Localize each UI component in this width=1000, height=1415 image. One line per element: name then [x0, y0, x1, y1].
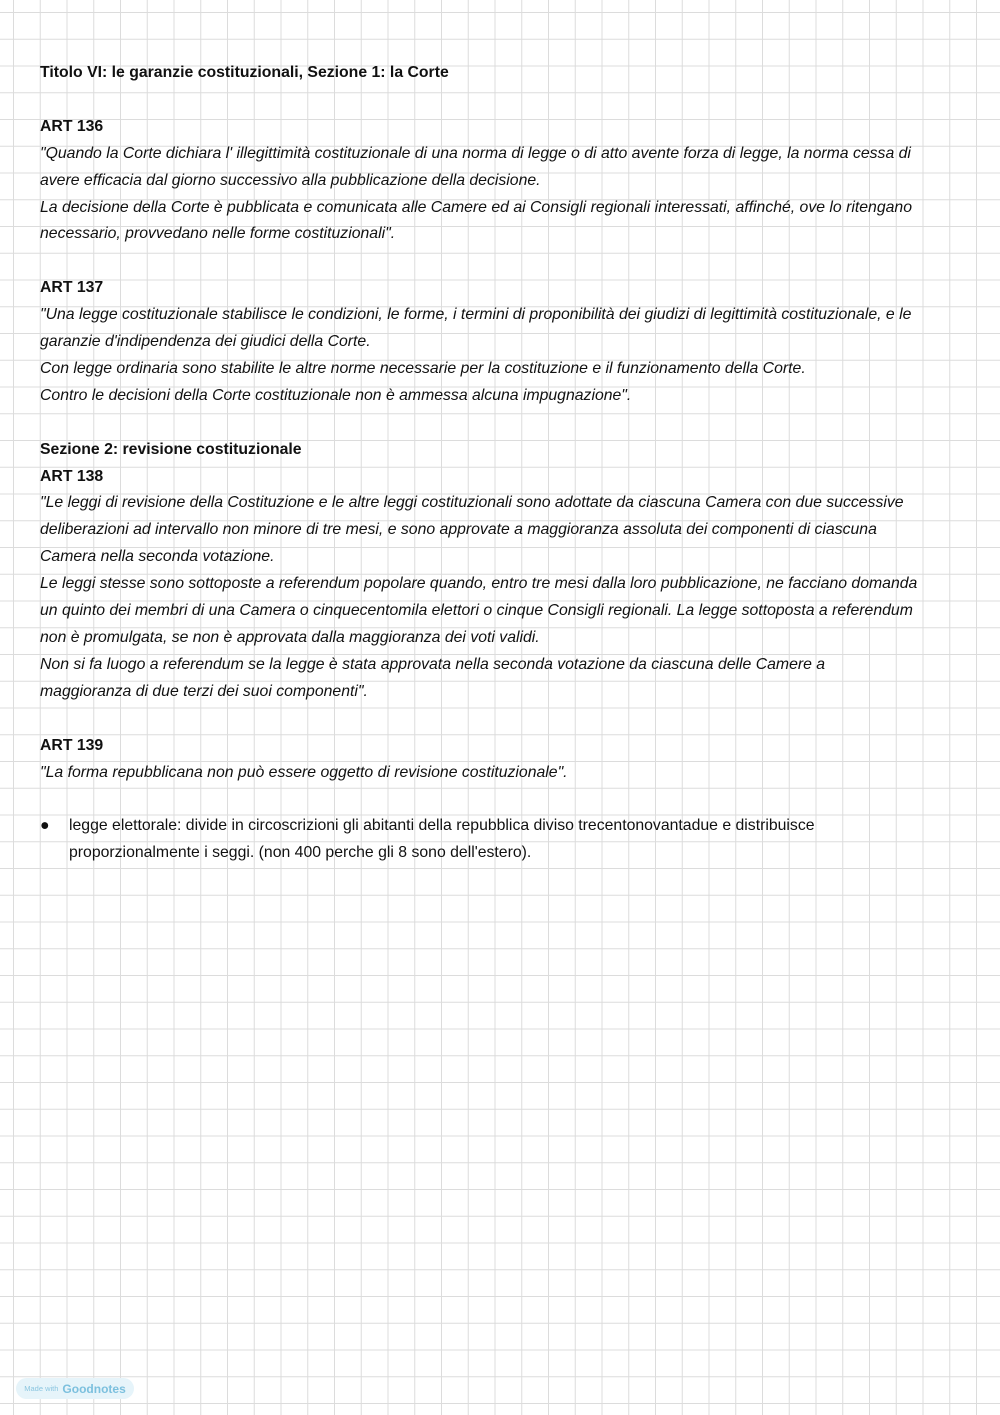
bullet-icon: ● [40, 817, 50, 835]
art-136-line: necessario, provvedano nelle forme costituzionali". [40, 225, 396, 243]
document-title: Titolo VI: le garanzie costituzionali, Sezione 1: la Corte [40, 64, 449, 81]
watermark-brand: Goodnotes [62, 1381, 126, 1396]
art-138-line: Le leggi stesse sono sottoposte a referendum popolare quando, entro tre mesi dalla loro pubblicazione, ne facciano domanda [40, 575, 918, 593]
bullet-line: proporzionalmente i seggi. (non 400 perche gli 8 sono dell'estero). [69, 844, 532, 862]
art-138-line: maggioranza di due terzi dei suoi componenti". [40, 682, 368, 700]
art-137-line: Contro le decisioni della Corte costituzionale non è ammessa alcuna impugnazione". [40, 386, 632, 404]
art-137-heading: ART 137 [40, 279, 104, 297]
section-2-heading: Sezione 2: revisione costituzionale [40, 440, 302, 458]
spacer [40, 706, 965, 733]
art-138-line: non è promulgata, se non è approvata dalla maggioranza dei voti validi. [40, 628, 540, 646]
watermark-prefix: Made with [24, 1384, 59, 1393]
spacer [40, 248, 965, 275]
art-136-line: avere efficacia dal giorno successivo alla pubblicazione della decisione. [40, 171, 541, 189]
art-138-line: deliberazioni ad intervallo non minore di tre mesi, e sono approvate a maggioranza assoluta dei componenti di ciascuna [40, 521, 877, 539]
spacer [40, 786, 965, 813]
spacer [40, 87, 965, 114]
art-136-line: La decisione della Corte è pubblicata e comunicata alle Camere ed ai Consigli regionali interessati, affinché, ove lo ritengano [40, 198, 912, 216]
document-page [40, 60, 965, 867]
art-137-line: garanzie d'indipendenza dei giudici della Corte. [40, 333, 371, 351]
art-139-line: "La forma repubblicana non può essere oggetto di revisione costituzionale". [40, 763, 568, 781]
bullet-line: legge elettorale: divide in circoscrizioni gli abitanti della repubblica diviso trecentonovantadue e distribuisce [69, 817, 815, 835]
art-138-line: Non si fa luogo a referendum se la legge è stata approvata nella seconda votazione da ciascuna delle Camere a [40, 655, 826, 673]
art-137-line: Con legge ordinaria sono stabilite le altre norme necessarie per la costituzione e il funzionamento della Corte. [40, 359, 806, 377]
art-138-heading: ART 138 [40, 467, 104, 485]
art-136-heading: ART 136 [40, 117, 104, 135]
art-137-line: "Una legge costituzionale stabilisce le condizioni, le forme, i termini di proponibilità dei giudizi di legittimità costituzionale, e le [40, 306, 912, 324]
art-138-line: "Le leggi di revisione della Costituzione e le altre leggi costituzionali sono adottate da ciascuna Camera con due successive [40, 494, 904, 512]
spacer [40, 410, 965, 437]
art-136-line: "Quando la Corte dichiara l' illegittimità costituzionale di una norma di legge o di atto avente forza di legge, la norma cessa di [40, 144, 911, 162]
art-138-line: Camera nella seconda votazione. [40, 548, 275, 566]
art-139-heading: ART 139 [40, 736, 104, 754]
bullet-item [40, 813, 965, 867]
art-138-line: un quinto dei membri di una Camera o cinquecentomila elettori o cinque Consigli regionali. La legge sottoposta a referendum [40, 602, 913, 620]
goodnotes-watermark [16, 1378, 134, 1399]
